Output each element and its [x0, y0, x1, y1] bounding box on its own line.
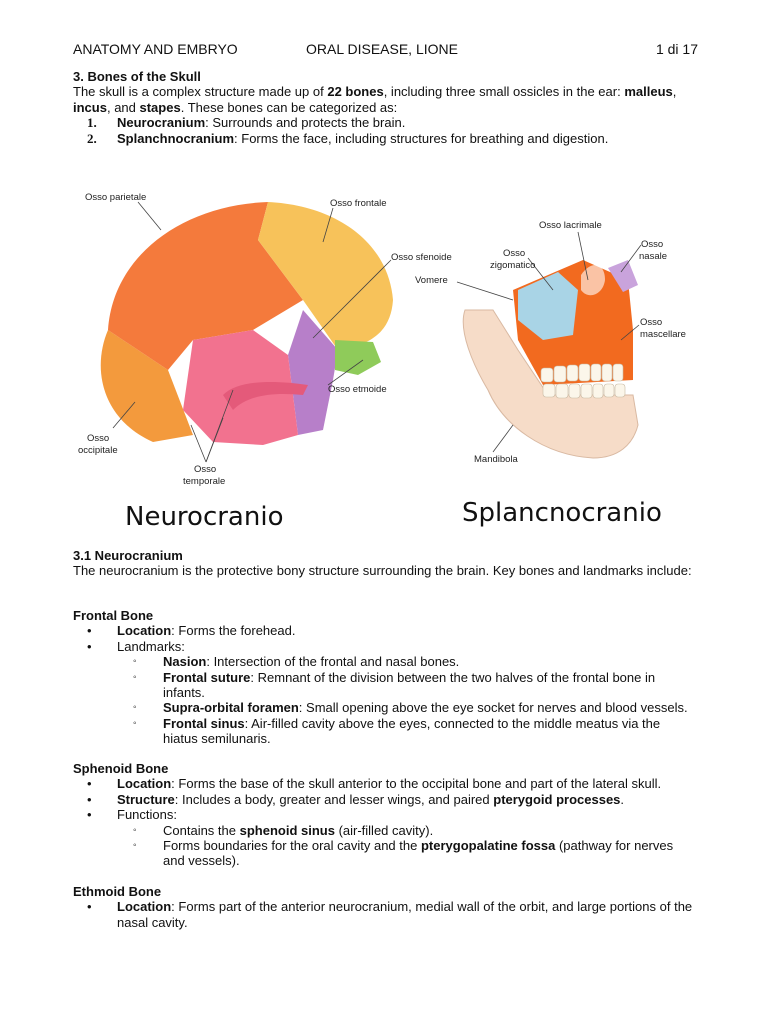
label-parietal: Osso parietale — [85, 192, 147, 203]
splanchnocranium-skull — [415, 220, 686, 465]
skull-figure — [73, 180, 698, 540]
list-item: • Landmarks: — [87, 638, 185, 654]
sphenoid-title: Sphenoid Bone — [73, 761, 169, 776]
label-occipital-2: occipitale — [78, 445, 118, 456]
label-frontal: Osso frontale — [330, 198, 387, 209]
label-sphenoid: Osso sfenoide — [391, 252, 452, 263]
ethmoid-bone — [335, 340, 381, 375]
sphenoid-bone-section — [73, 761, 698, 869]
list-item: • Location: Forms part of the anterior neurocranium, medial wall of the orbit, and large portions of the nasal cavity. — [87, 899, 693, 930]
header-page-number: 1 di 17 — [655, 41, 698, 57]
label-vomer: Vomere — [415, 275, 448, 286]
list-item: 1. Neurocranium: Surrounds and protects the brain. — [87, 115, 406, 131]
header-course: ANATOMY AND EMBRYO — [73, 41, 238, 57]
label-occipital-1: Osso — [87, 433, 110, 444]
section-intro: The skull is a complex structure made up of 22 bones, including three small ossicles in the ear: malleus, incus, and stapes. These bones can be categorized as: — [73, 84, 677, 115]
section-title: 3. Bones of the Skull — [73, 69, 201, 84]
list-item: ◦ Frontal sinus: Air-filled cavity above the eyes, connected to the middle meatus via the hiatus semilunaris. — [133, 715, 661, 747]
caption-neurocranio: Neurocranio — [125, 502, 284, 532]
section-bones-of-skull — [73, 69, 698, 146]
label-zygomatic-1: Osso — [503, 248, 526, 259]
list-item: ◦ Contains the sphenoid sinus (air-filled cavity). — [133, 822, 434, 838]
label-nasal-1: Osso — [641, 239, 664, 250]
label-maxilla-2: mascellare — [640, 329, 686, 340]
neurocranium-skull — [78, 192, 452, 487]
list-item: • Functions: — [87, 807, 177, 823]
caption-splancnocranio: Splancnocranio — [462, 498, 662, 528]
page-header — [73, 42, 698, 60]
list-item: ◦ Frontal suture: Remnant of the division between the two halves of the frontal bone in infants. — [133, 669, 656, 701]
ethmoid-bone-section — [73, 884, 698, 930]
list-item: • Structure: Includes a body, greater and lesser wings, and paired pterygoid processes. — [87, 791, 625, 807]
section-neurocranium — [73, 548, 698, 579]
frontal-title: Frontal Bone — [73, 608, 154, 623]
label-lacrimal: Osso lacrimale — [539, 220, 602, 231]
ethmoid-title: Ethmoid Bone — [73, 884, 162, 899]
list-item: ◦ Forms boundaries for the oral cavity and the pterygopalatine fossa (pathway for nerves and vessels). — [133, 838, 674, 869]
section-intro: The neurocranium is the protective bony structure surrounding the brain. Key bones and landmarks include: — [73, 563, 692, 579]
label-ethmoid: Osso etmoide — [328, 384, 387, 395]
frontal-bone-section — [73, 608, 698, 747]
list-item: 2. Splanchnocranium: Forms the face, including structures for breathing and digestion. — [87, 130, 609, 146]
label-temporal-1: Osso — [194, 464, 217, 475]
section-title: 3.1 Neurocranium — [73, 548, 183, 563]
label-zygomatic-2: zigomatico — [490, 260, 536, 271]
list-item: • Location: Forms the base of the skull anterior to the occipital bone and part of the lateral skull. — [87, 776, 662, 792]
label-nasal-2: nasale — [639, 251, 667, 262]
label-maxilla-1: Osso — [640, 317, 663, 328]
label-mandible: Mandibola — [474, 454, 518, 465]
list-item: ◦ Nasion: Intersection of the frontal and nasal bones. — [133, 654, 460, 670]
list-item: ◦ Supra-orbital foramen: Small opening above the eye socket for nerves and blood vessels. — [133, 700, 688, 716]
skull-illustration — [73, 180, 698, 540]
label-temporal-2: temporale — [183, 476, 226, 487]
header-subject: ORAL DISEASE, LIONE — [306, 41, 458, 57]
list-item: • Location: Forms the forehead. — [87, 623, 296, 639]
